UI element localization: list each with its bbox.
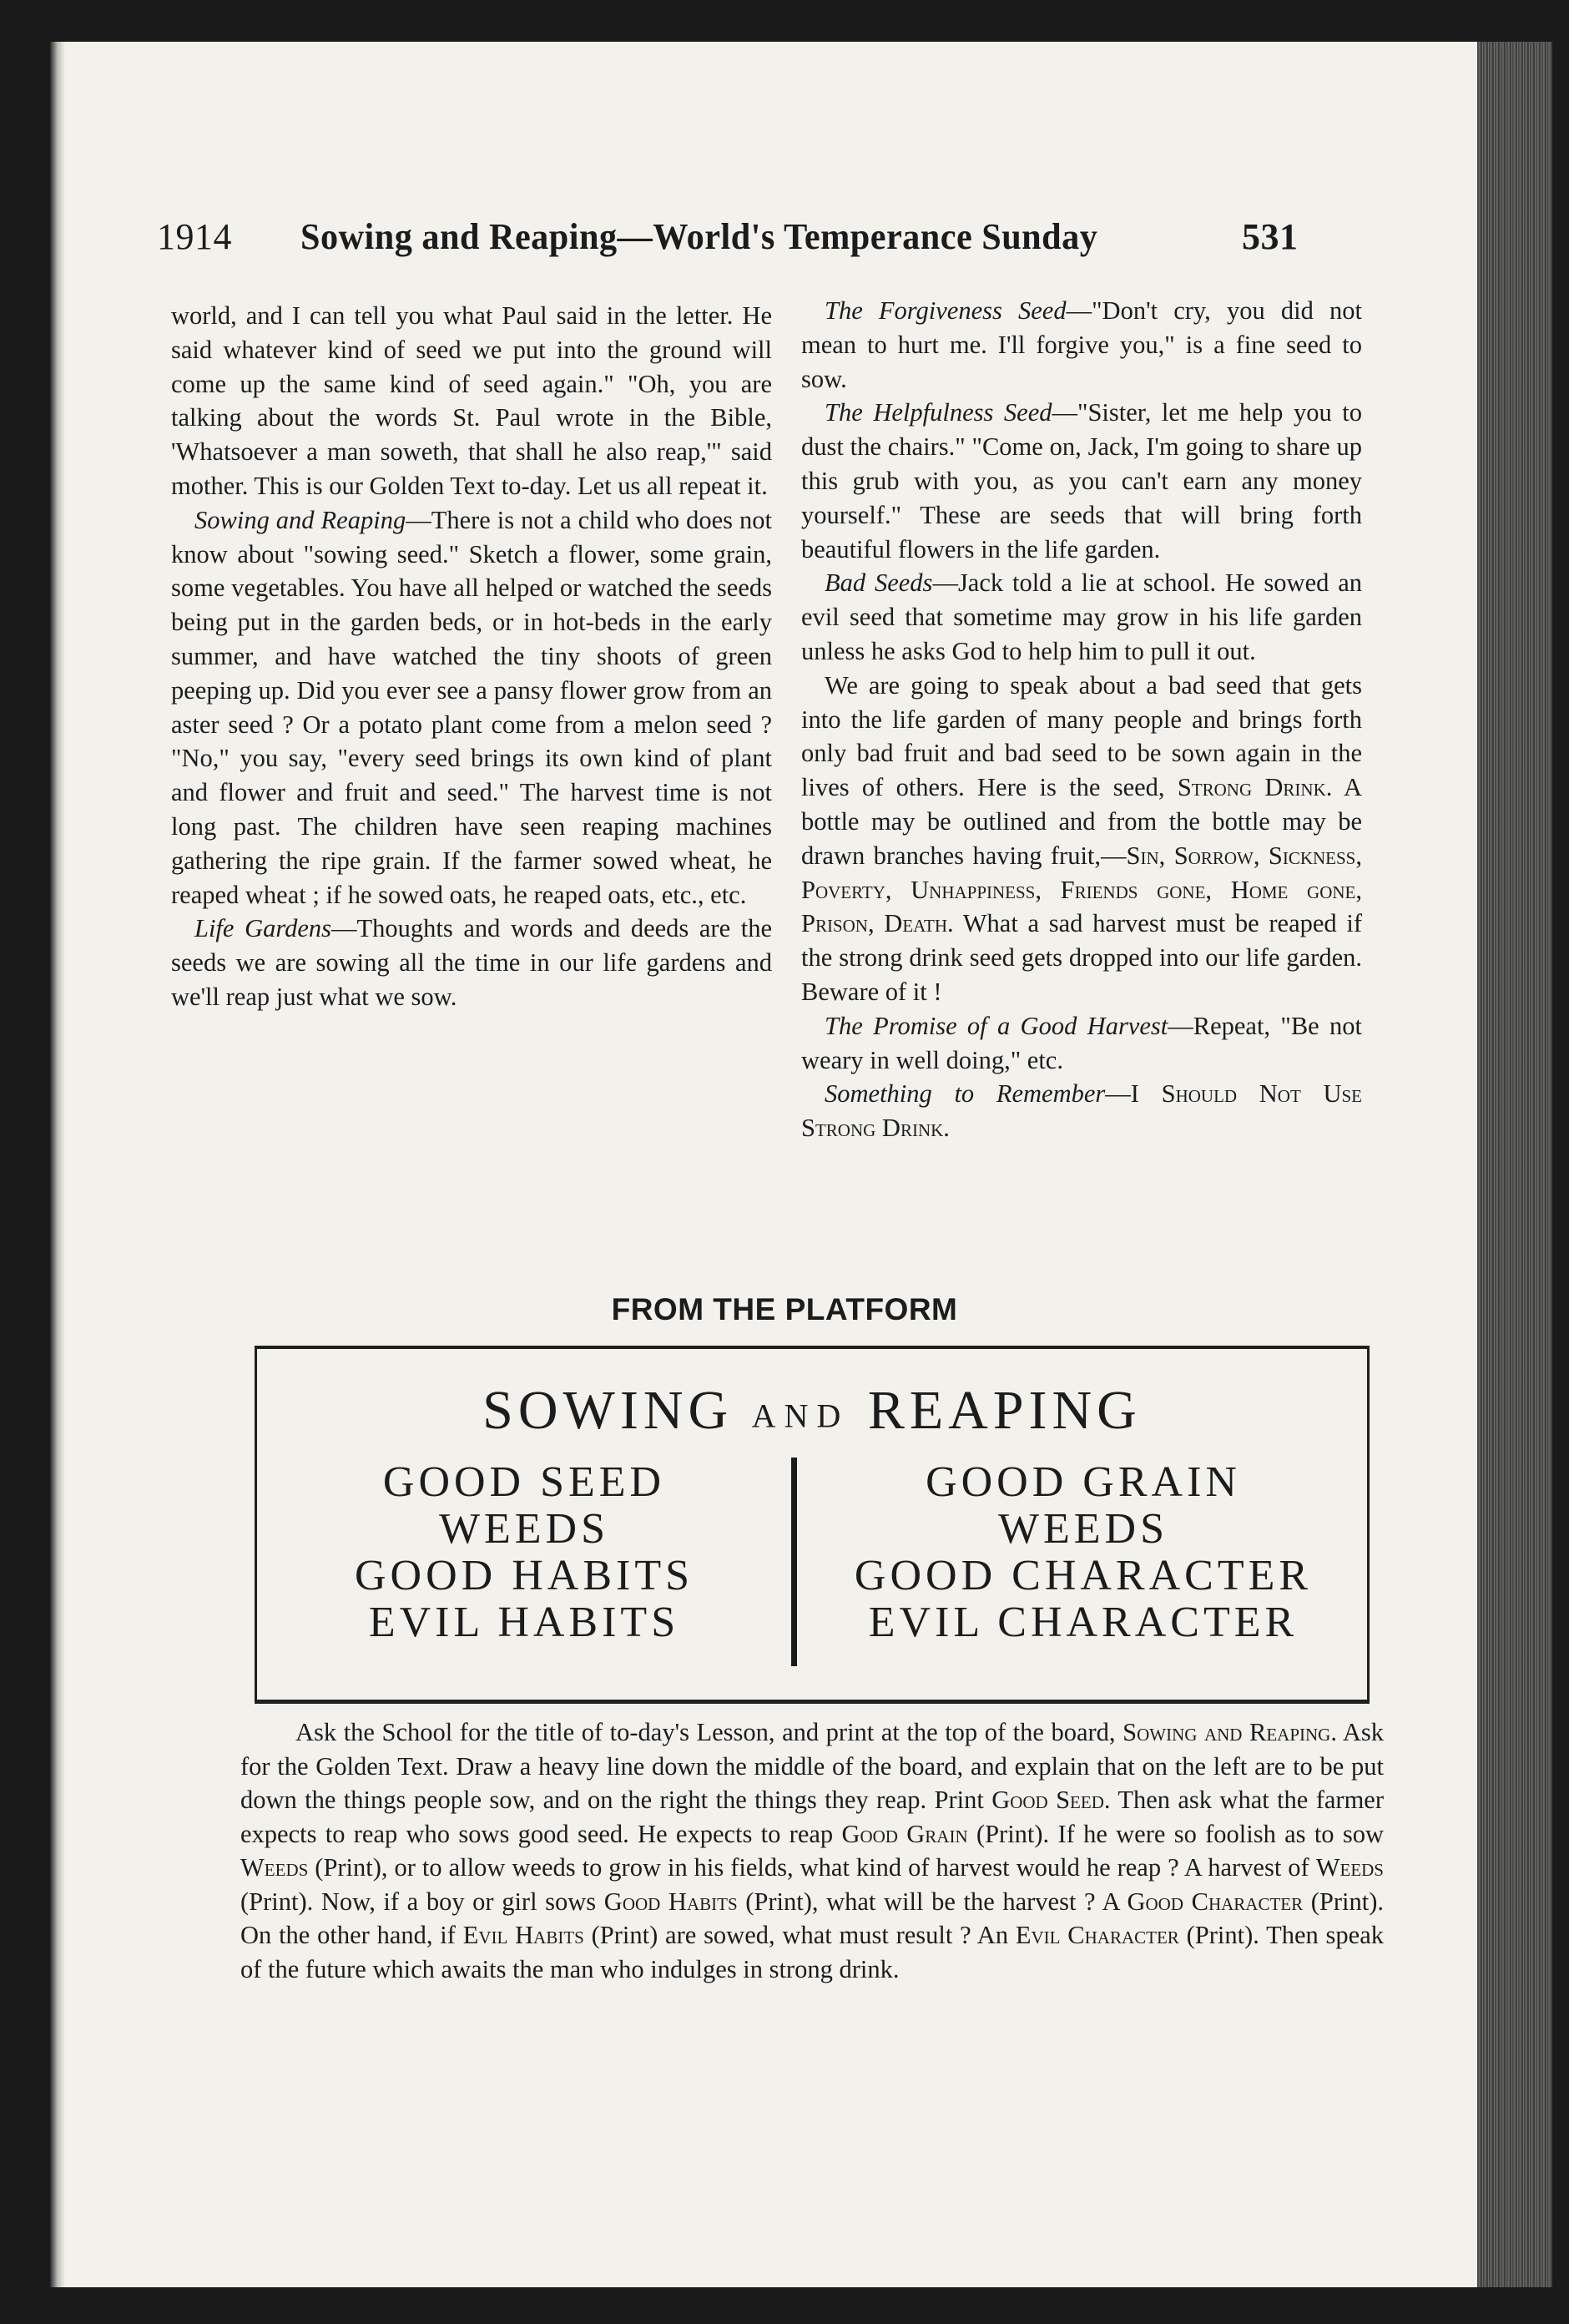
running-head-title: Sowing and Reaping—World's Temperance Sunday bbox=[300, 216, 1098, 257]
paragraph: world, and I can tell you what Paul said in the letter. He said whatever kind of seed we put into the ground will come up the same kind of seed again." "Oh, you are talking about the words St. Paul wrote in the Bible, 'Whatsoever a man soweth, that shall he also reap,'" said mother. This is our Golden Text to-day. Let us all repeat it. bbox=[171, 301, 772, 500]
board-item: WEEDS bbox=[438, 1505, 610, 1553]
board-item: EVIL HABITS bbox=[368, 1599, 680, 1646]
left-column bbox=[171, 299, 772, 1014]
board-item: GOOD SEED bbox=[382, 1458, 666, 1506]
board-reaping-column bbox=[808, 1459, 1359, 1646]
board-title: SOWING AND REAPING bbox=[482, 1380, 1142, 1441]
paragraph-heading: Sowing and Reaping bbox=[194, 505, 406, 534]
board-item: GOOD HABITS bbox=[355, 1552, 694, 1599]
running-head-year: 1914 bbox=[157, 216, 232, 257]
board-item: GOOD CHARACTER bbox=[854, 1552, 1313, 1599]
paragraph: The Helpfulness Seed—"Sister, let me help you to dust the chairs." "Come on, Jack, I'm going to share up this grub with you, as you can't earn any money yourself." These are seeds that will bring forth beautiful flowers in the life garden. bbox=[801, 398, 1362, 563]
paragraph-heading: The Helpfulness Seed bbox=[825, 398, 1052, 427]
paragraph-heading: Bad Seeds bbox=[825, 568, 933, 598]
board-item: EVIL CHARACTER bbox=[868, 1599, 1299, 1646]
paragraph-heading: Something to Remember bbox=[825, 1079, 1106, 1109]
page-gutter bbox=[50, 42, 65, 2287]
paragraph: We are going to speak about a bad seed that gets into the life garden of many people and brings forth only bad fruit and bad seed to be sown again in the lives of others. Here is the seed, Strong Drink. A bottle may be outlined and from the bottle may be drawn branches having fruit,—Sin, Sorrow, Sickness, Poverty, Unhappiness, Friends gone, Home gone, Prison, Death. What a sad harvest must be reaped if the strong drink seed gets dropped into our life garden. Beware of it ! bbox=[801, 670, 1362, 1006]
paragraph: Life Gardens—Thoughts and words and deeds are the seeds we are sowing all the time in our life gardens and we'll reap just what we sow. bbox=[171, 914, 772, 1011]
paragraph: Sowing and Reaping—There is not a child who does not know about "sowing seed." Sketch a flower, some grain, some vegetables. You have all helped or watched the seeds being put in the garden beds, or in hot-beds in the early summer, and have watched the tiny shoots of green peeping up. Did you ever see a pansy flower grow from an aster seed ? Or a potato plant come from a melon seed ? "No," you say, "every seed brings its own kind of plant and flower and fruit and seed." The harvest time is not long past. The children have seen reaping machines gathering the ripe grain. If the farmer sowed wheat, he reaped wheat ; if he sowed oats, he reaped oats, etc., etc. bbox=[171, 505, 773, 909]
page-edge bbox=[1477, 42, 1552, 2287]
paragraph: The Promise of a Good Harvest—Repeat, "Be not weary in well doing," etc. bbox=[801, 1011, 1362, 1074]
right-column bbox=[801, 294, 1362, 1145]
paragraph-heading: The Forgiveness Seed bbox=[825, 296, 1067, 325]
platform-instructions bbox=[240, 1715, 1384, 1986]
paragraph: Bad Seeds—Jack told a lie at school. He sowed an evil seed that sometime may grow in his life garden unless he asks God to help him to pull it out. bbox=[801, 568, 1362, 665]
paragraph: The Forgiveness Seed—"Don't cry, you did not mean to hurt me. I'll forgive you," is a fine seed to sow. bbox=[801, 296, 1362, 393]
board-sowing-column bbox=[274, 1459, 774, 1646]
board-divider-line bbox=[791, 1458, 797, 1666]
paragraph-heading: Life Gardens bbox=[194, 914, 331, 943]
board-item: GOOD GRAIN bbox=[926, 1458, 1241, 1506]
blackboard-diagram bbox=[255, 1346, 1370, 1704]
board-item: WEEDS bbox=[997, 1505, 1169, 1553]
paragraph: Ask the School for the title of to-day's Lesson, and print at the top of the board, Sowing and Reaping. Ask for the Golden Text. Draw a heavy line down the middle of the board, and explain that on the left are to be put down the things people sow, and on the right the things they reap. Print Good Seed. Then ask what the farmer expects to reap who sows good seed. He expects to reap Good Grain (Print). If he were so foolish as to sow Weeds (Print), or to allow weeds to grow in his fields, what kind of harvest would he reap ? A harvest of Weeds (Print). Now, if a boy or girl sows Good Habits (Print), what will be the harvest ? A Good Character (Print). On the other hand, if Evil Habits (Print) are sowed, what must result ? An Evil Character (Print). Then speak of the future which awaits the man who indulges in strong drink. bbox=[240, 1718, 1385, 1983]
page-number: 531 bbox=[1242, 216, 1299, 257]
paragraph-heading: The Promise of a Good Harvest bbox=[825, 1011, 1168, 1040]
paragraph: Something to Remember—I Should Not Use Strong Drink. bbox=[801, 1079, 1362, 1143]
platform-heading: FROM THE PLATFORM bbox=[611, 1292, 958, 1326]
